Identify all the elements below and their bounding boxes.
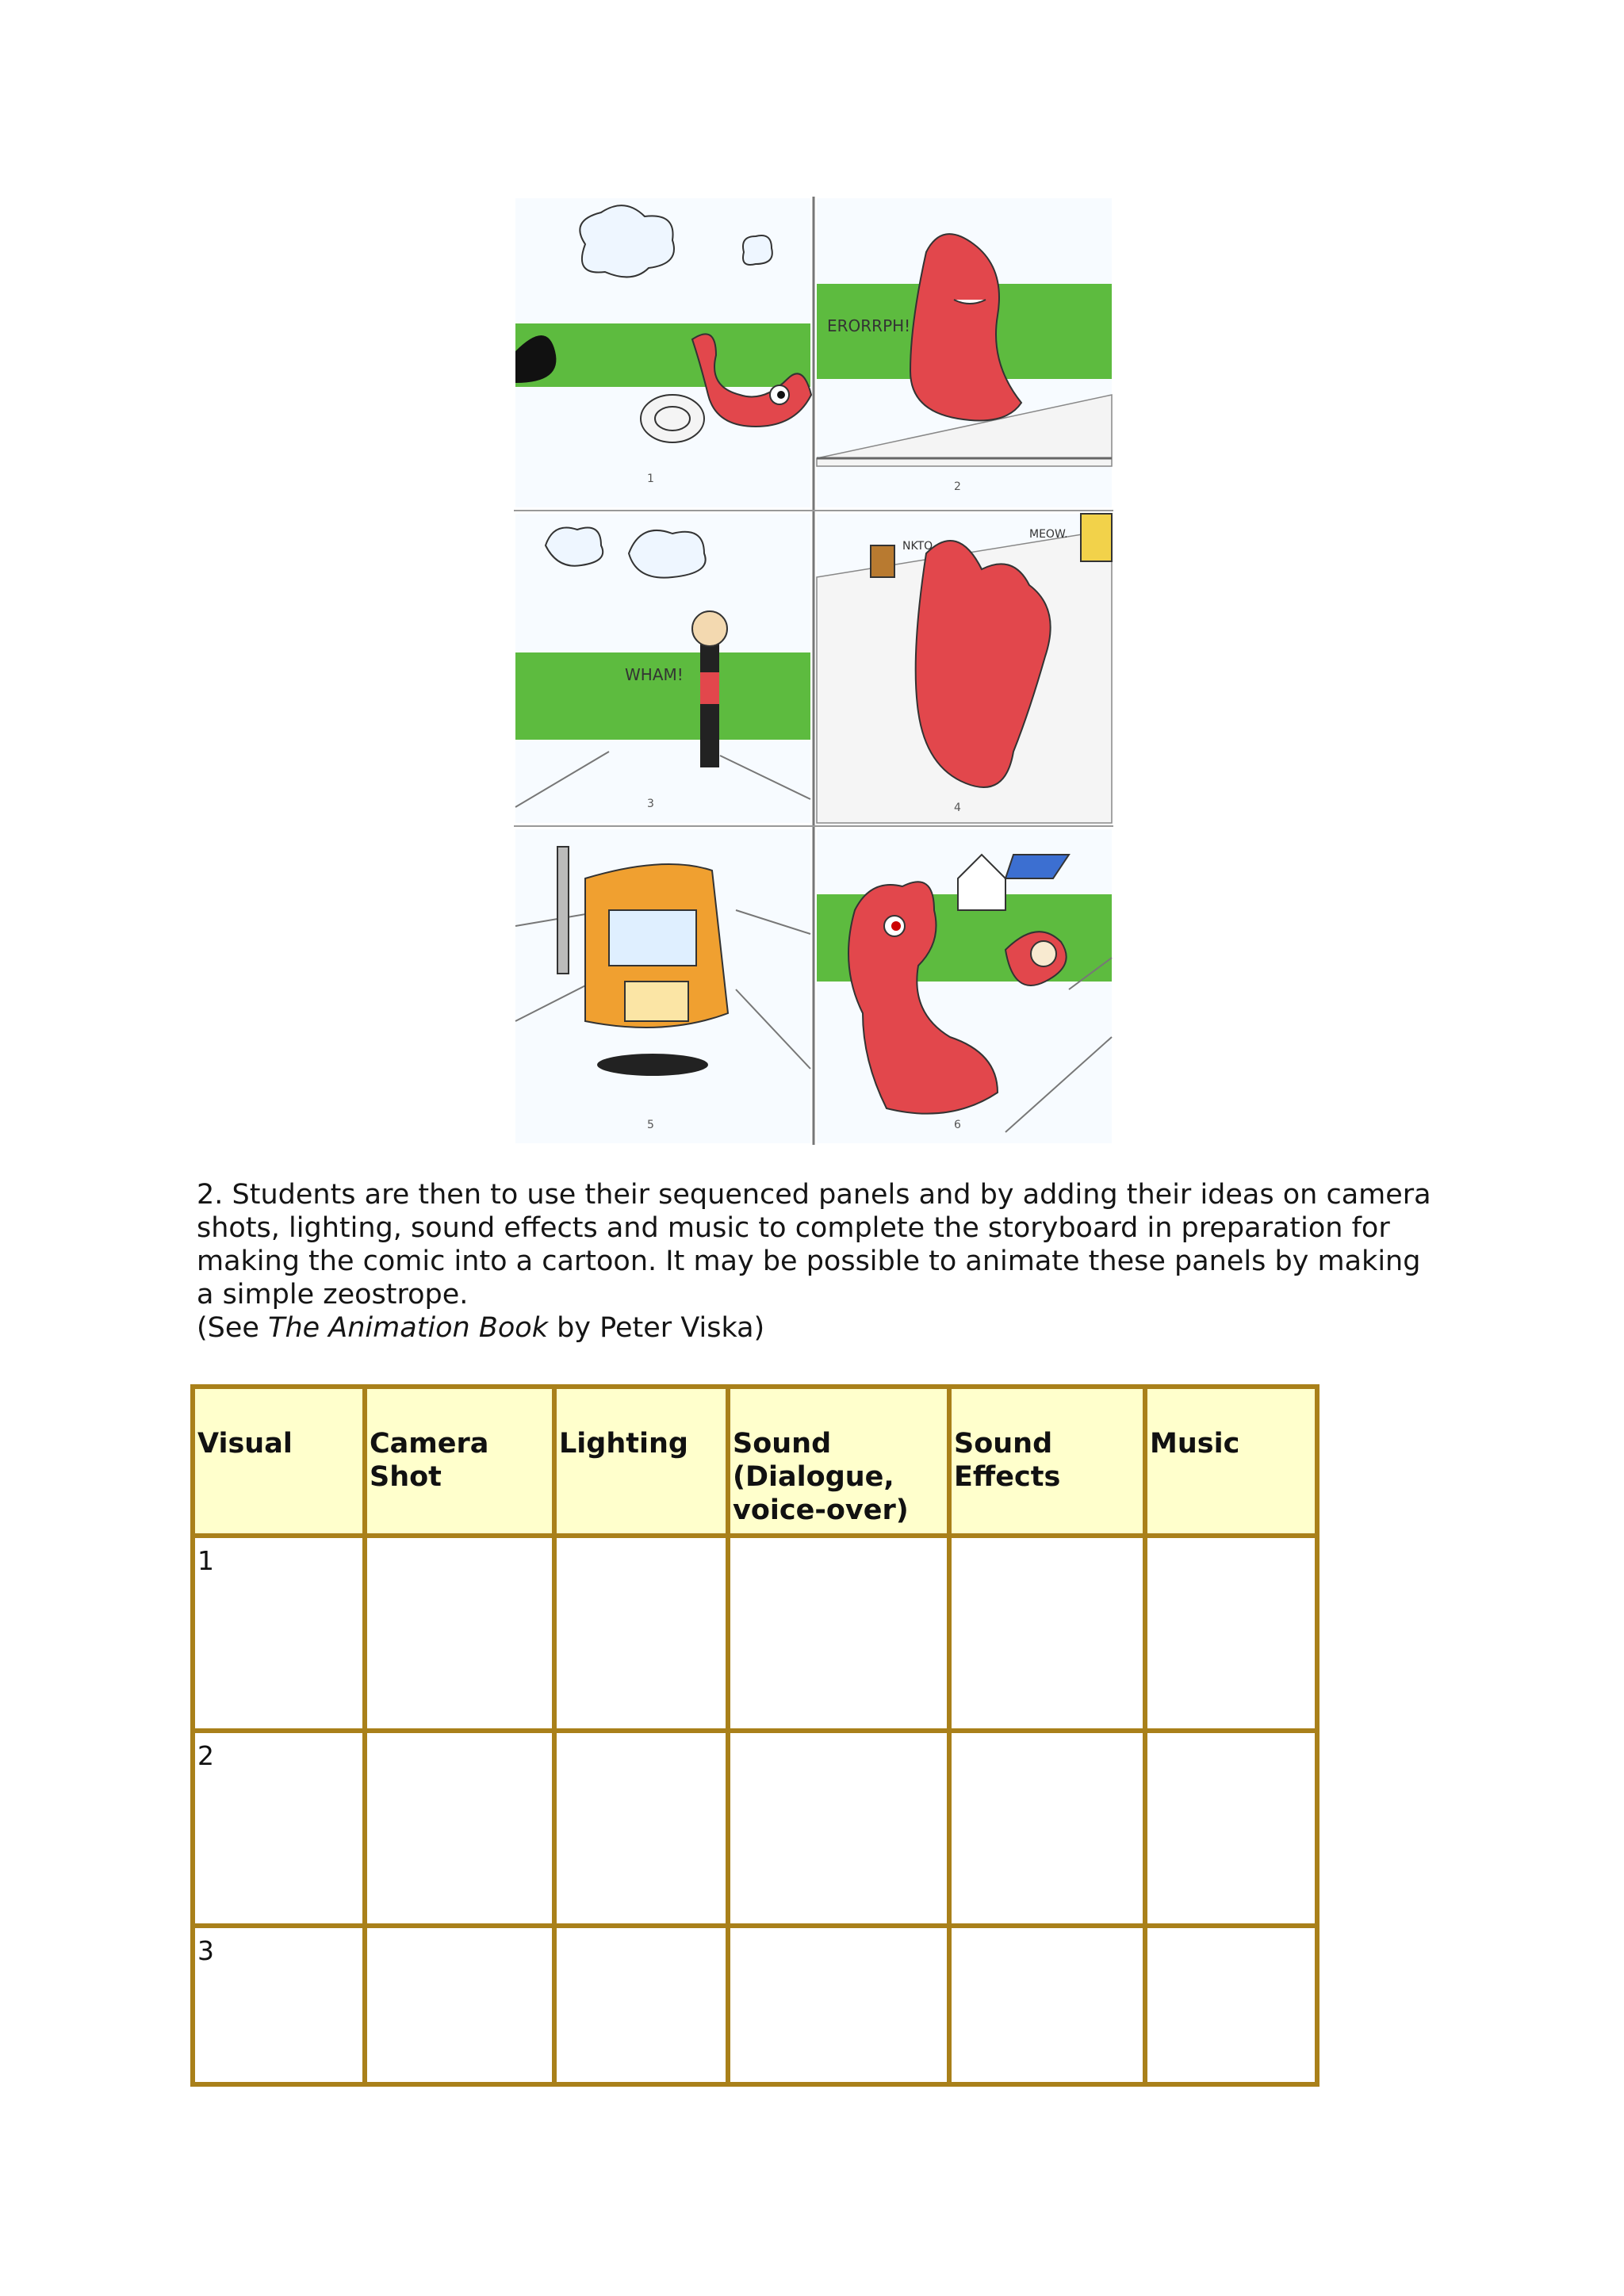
camera-shot-cell[interactable] bbox=[365, 1926, 554, 2084]
sound-word-erorrph: ERORRPH! bbox=[827, 316, 911, 335]
paragraph-line-3: making the comic into a cartoon. It may be possible to animate these panels by making bbox=[197, 1246, 1421, 1277]
sound-word-meow: MEOW. bbox=[1029, 528, 1068, 541]
row-number-cell: 3 bbox=[193, 1926, 365, 2084]
header-lighting: Lighting bbox=[554, 1387, 728, 1536]
lighting-cell[interactable] bbox=[554, 1731, 728, 1926]
sound-word-nkto: NKTO bbox=[902, 540, 933, 553]
header-sound-dialogue: Sound (Dialogue, voice-over) bbox=[728, 1387, 949, 1536]
panel-number-4: 4 bbox=[954, 802, 961, 814]
header-visual: Visual bbox=[193, 1387, 365, 1536]
sound-cell[interactable] bbox=[728, 1731, 949, 1926]
row-number-cell: 2 bbox=[193, 1731, 365, 1926]
sound-effects-cell[interactable] bbox=[949, 1926, 1145, 2084]
sound-cell[interactable] bbox=[728, 1926, 949, 2084]
comic-panel-5 bbox=[515, 829, 810, 1143]
music-cell[interactable] bbox=[1145, 1731, 1317, 1926]
comic-panel-4 bbox=[817, 514, 1112, 823]
comic-panel-2 bbox=[817, 198, 1112, 507]
panel-number-6: 6 bbox=[954, 1119, 961, 1131]
sound-effects-cell[interactable] bbox=[949, 1536, 1145, 1731]
book-reference bbox=[197, 1311, 1465, 1345]
panel-number-5: 5 bbox=[647, 1119, 654, 1131]
table-row bbox=[193, 1731, 1317, 1926]
comic-panel-3 bbox=[515, 514, 810, 823]
music-cell[interactable] bbox=[1145, 1926, 1317, 2084]
see-suffix: by Peter Viska) bbox=[547, 1312, 765, 1344]
music-cell[interactable] bbox=[1145, 1536, 1317, 1731]
see-prefix: (See bbox=[197, 1312, 269, 1344]
lighting-cell[interactable] bbox=[554, 1536, 728, 1731]
paragraph-line-2: shots, lighting, sound effects and music to complete the storyboard in preparation for bbox=[197, 1212, 1390, 1244]
comic-strip bbox=[514, 197, 1113, 1145]
paragraph-line-1: 2. Students are then to use their sequenced panels and by adding their ideas on camera bbox=[197, 1179, 1431, 1211]
lighting-cell[interactable] bbox=[554, 1926, 728, 2084]
storyboard-table bbox=[190, 1384, 1320, 2087]
panel-number-2: 2 bbox=[954, 480, 961, 493]
sound-word-wham: WHAM! bbox=[625, 665, 684, 684]
table-row bbox=[193, 1926, 1317, 2084]
table-row bbox=[193, 1536, 1317, 1731]
header-camera-shot: Camera Shot bbox=[365, 1387, 554, 1536]
comic-panel-6 bbox=[817, 829, 1112, 1143]
book-title: The Animation Book bbox=[268, 1312, 548, 1344]
panel-number-3: 3 bbox=[647, 798, 654, 810]
instructions-paragraph bbox=[197, 1178, 1465, 1345]
table-header-row bbox=[193, 1387, 1317, 1536]
sound-cell[interactable] bbox=[728, 1536, 949, 1731]
camera-shot-cell[interactable] bbox=[365, 1731, 554, 1926]
row-number-cell: 1 bbox=[193, 1536, 365, 1731]
comic-panel-1 bbox=[515, 198, 811, 507]
header-music: Music bbox=[1145, 1387, 1317, 1536]
sound-effects-cell[interactable] bbox=[949, 1731, 1145, 1926]
header-sound-effects: Sound Effects bbox=[949, 1387, 1145, 1536]
paragraph-line-4: a simple zeostrope. bbox=[197, 1279, 469, 1311]
camera-shot-cell[interactable] bbox=[365, 1536, 554, 1731]
panel-number-1: 1 bbox=[647, 473, 654, 485]
